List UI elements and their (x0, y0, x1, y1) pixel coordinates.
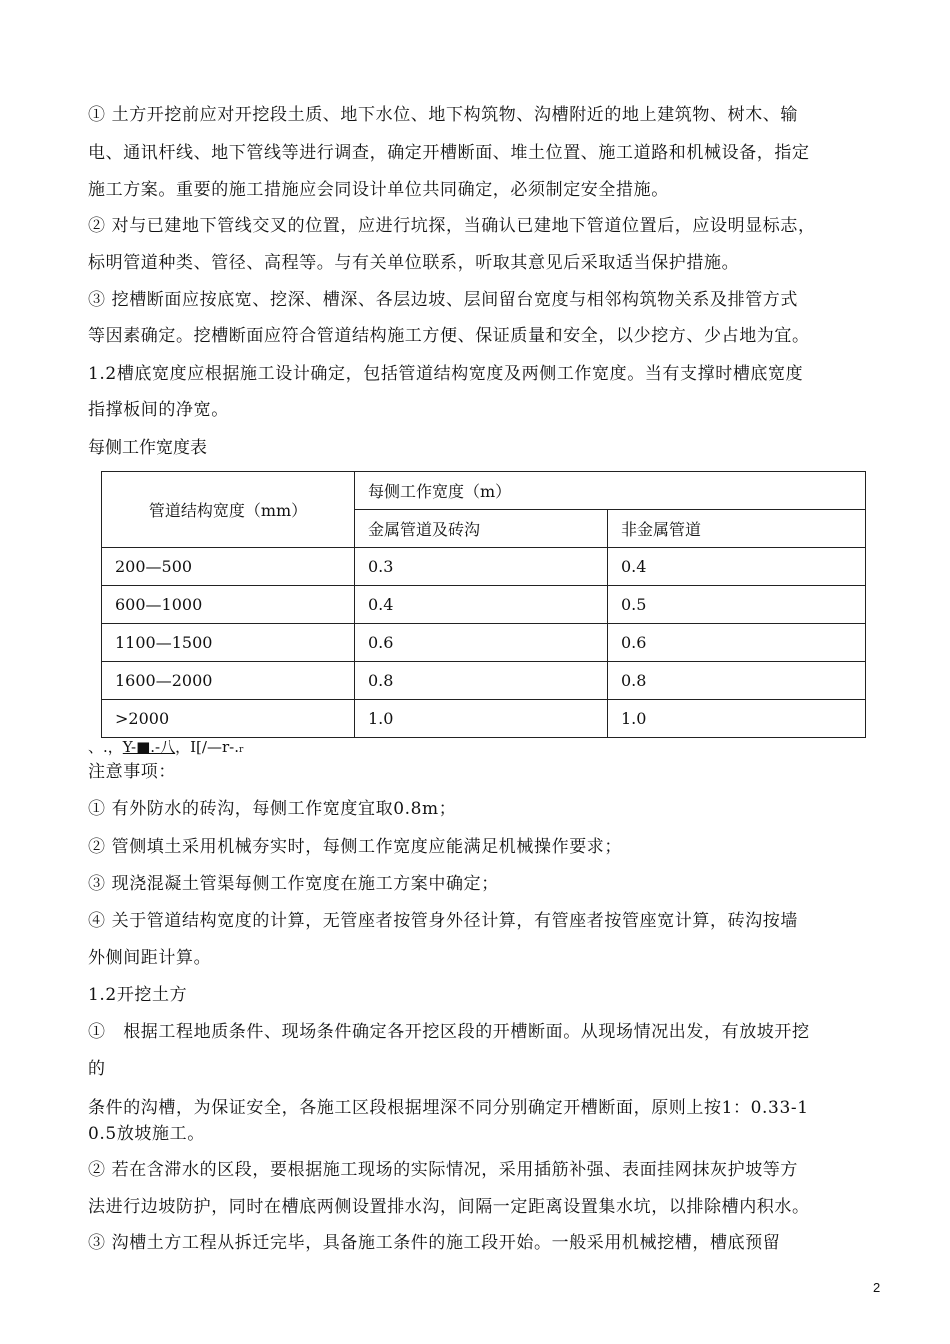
cell-nonmetal: 0.4 (608, 548, 866, 586)
paragraph-line: 等因素确定。挖槽断面应符合管道结构施工方便、保证质量和安全，以少挖方、少占地为宜。 (88, 326, 810, 346)
cell-metal: 0.8 (355, 662, 608, 700)
table-row (102, 548, 866, 586)
header-structure-width: 管道结构宽度（mm） (102, 472, 355, 548)
cell-nonmetal: 0.6 (608, 624, 866, 662)
paragraph-line: 施工方案。重要的施工措施应会同设计单位共同确定，必须制定安全措施。 (88, 180, 669, 200)
cell-metal: 0.4 (355, 586, 608, 624)
garbled-underlined: Y-■.-八 (122, 738, 176, 756)
paragraph-line: 1.2槽底宽度应根据施工设计确定，包括管道结构宽度及两侧工作宽度。当有支撑时槽底宽度 (88, 364, 804, 384)
cell-nonmetal: 1.0 (608, 700, 866, 738)
garbled-tail: r (238, 745, 244, 755)
cell-metal: 0.6 (355, 624, 608, 662)
paragraph-line: ② 对与已建地下管线交叉的位置，应进行坑探，当确认已建地下管道位置后，应设明显标志， (88, 216, 816, 236)
header-nonmetal-pipe: 非金属管道 (608, 510, 866, 548)
paragraph-line: 0.5放坡施工。 (88, 1124, 205, 1144)
cell-nonmetal: 0.8 (608, 662, 866, 700)
cell-width: 1600—2000 (102, 662, 355, 700)
paragraph-line: 法进行边坡防护，同时在槽底两侧设置排水沟，间隔一定距离设置集水坑，以排除槽内积水。 (88, 1197, 810, 1217)
paragraph-line: 标明管道种类、管径、高程等。与有关单位联系，听取其意见后采取适当保护措施。 (88, 253, 740, 273)
work-width-table (101, 471, 866, 738)
paragraph-line: ② 若在含滞水的区段，要根据施工现场的实际情况，采用插筋补强、表面挂网抹灰护坡等方 (88, 1160, 799, 1180)
note-line: ④ 关于管道结构宽度的计算，无管座者按管身外径计算，有管座者按管座宽计算，砖沟按墙 (88, 911, 799, 931)
note-line: ③ 现浇混凝土管渠每侧工作宽度在施工方案中确定； (88, 874, 499, 894)
cell-width: 200—500 (102, 548, 355, 586)
page-number: 2 (873, 1280, 881, 1295)
note-line: 外侧间距计算。 (88, 948, 212, 968)
notes-heading: 注意事项： (88, 762, 176, 782)
garbled-ocr-line (88, 737, 243, 760)
table-row (102, 700, 866, 738)
cell-metal: 1.0 (355, 700, 608, 738)
cell-width: 600—1000 (102, 586, 355, 624)
cell-metal: 0.3 (355, 548, 608, 586)
cell-width: >2000 (102, 700, 355, 738)
garbled-prefix: 、.， (88, 738, 123, 756)
header-metal-pipe: 金属管道及砖沟 (355, 510, 608, 548)
paragraph-line: ③ 挖槽断面应按底宽、挖深、槽深、各层边坡、层间留台宽度与相邻构筑物关系及排管方式 (88, 290, 799, 310)
table-row (102, 624, 866, 662)
section-heading: 1.2开挖土方 (88, 985, 188, 1005)
note-line: ① 有外防水的砖沟，每侧工作宽度宜取0.8m； (88, 799, 457, 819)
table-row (102, 662, 866, 700)
note-line: ② 管侧填土采用机械夯实时，每侧工作宽度应能满足机械操作要求； (88, 837, 623, 857)
cell-width: 1100—1500 (102, 624, 355, 662)
table-row (102, 586, 866, 624)
header-work-width-group: 每侧工作宽度（m） (355, 472, 866, 510)
garbled-suffix: ，I[/—r-. (175, 738, 239, 756)
paragraph-line: 的 (88, 1059, 106, 1079)
paragraph-line: ③ 沟槽土方工程从拆迁完毕，具备施工条件的施工段开始。一般采用机械挖槽，槽底预留 (88, 1233, 781, 1253)
paragraph-line: ① 土方开挖前应对开挖段土质、地下水位、地下构筑物、沟槽附近的地上建筑物、树木、输 (88, 105, 799, 125)
paragraph-line: ① 根据工程地质条件、现场条件确定各开挖区段的开槽断面。从现场情况出发，有放坡开挖 (88, 1022, 810, 1042)
cell-nonmetal: 0.5 (608, 586, 866, 624)
paragraph-line: 电、通讯杆线、地下管线等进行调查，确定开槽断面、堆土位置、施工道路和机械设备，指定 (88, 143, 810, 163)
paragraph-line: 条件的沟槽，为保证安全，各施工区段根据埋深不同分别确定开槽断面，原则上按1：0.33-1 (88, 1098, 809, 1118)
table-caption: 每侧工作宽度表 (88, 438, 207, 458)
paragraph-line: 指撑板间的净宽。 (88, 400, 229, 420)
